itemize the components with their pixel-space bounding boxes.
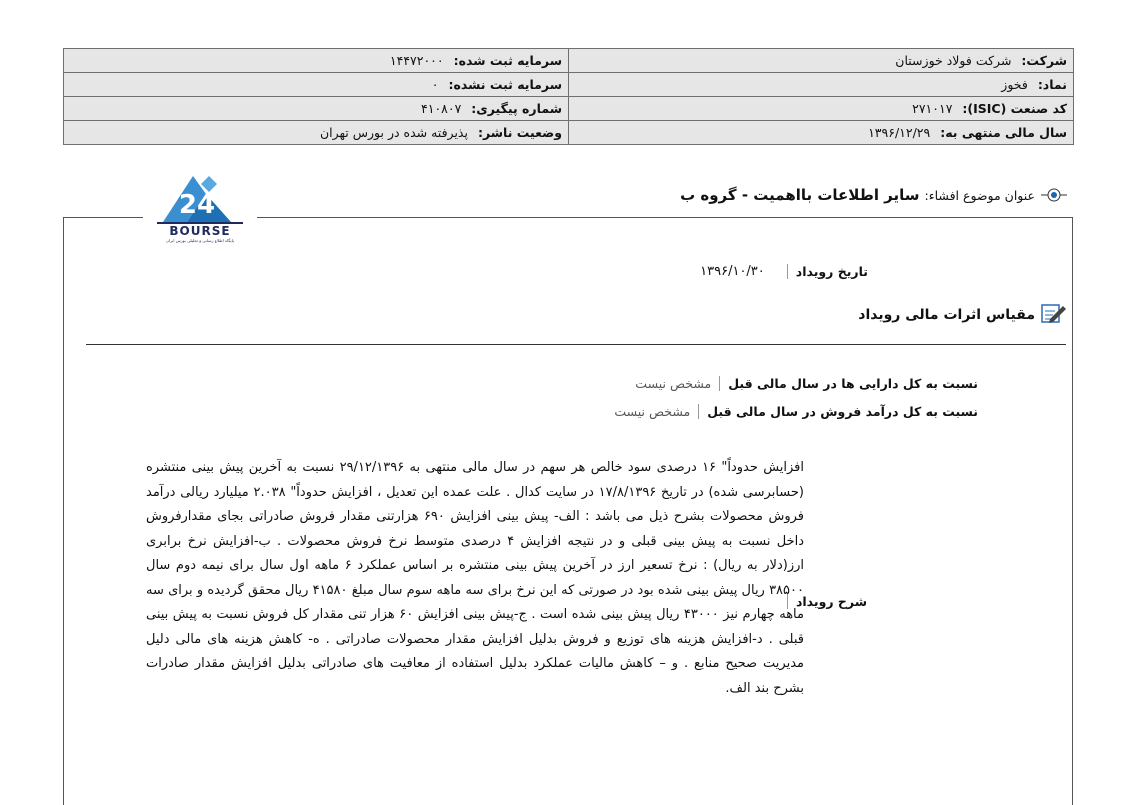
- symbol-label: نماد:: [1037, 77, 1067, 92]
- company-value: شرکت فولاد خوزستان: [895, 53, 1012, 68]
- edit-note-icon: [1041, 302, 1067, 328]
- company-label: شرکت:: [1021, 53, 1067, 68]
- tracking-label: شماره پیگیری:: [471, 101, 562, 116]
- svg-text:24: 24: [178, 190, 216, 220]
- event-description-label: شرح رویداد: [787, 594, 867, 609]
- fiscal-year-value: ۱۳۹۶/۱۲/۲۹: [868, 125, 931, 140]
- financial-effects-title: [858, 302, 1067, 328]
- ratio-revenue-row: [614, 404, 978, 419]
- isic-label: کد صنعت (ISIC):: [962, 101, 1067, 116]
- topic-label: عنوان موضوع افشاء:: [924, 187, 1035, 203]
- symbol-cell: [569, 73, 1074, 97]
- event-date-label: تاریخ رویداد: [787, 264, 868, 279]
- unregistered-capital-value: ۰: [431, 77, 439, 92]
- event-description-text: افزایش حدوداً" ۱۶ درصدی سود خالص هر سهم در سال مالی منتهی به ۲۹/۱۲/۱۳۹۶ نسبت به آخرین پیش بینی منتشره (حسابرسی شده) در تاریخ ۱۷/۸/۱۳۹۶ در سایت کدال . علت عمده این تعدیل ، افزایش حدوداً" ۲.۰۳۸ میلیارد ریالی درآمد فروش محصولات بشرح ذیل می باشد : الف- پیش بینی افزایش ۶۹۰ هزارتنی مقدار فروش صادراتی بجای مقدارفروش داخل نسبت به پیش بینی قبلی و در نتیجه افزایش ۴ درصدی متوسط نرخ فروش محصولات . ب-افزایش نرخ برابری ارز(دلار به ریال) : نرخ تسعیر ارز در آخرین پیش بینی منتشره بر اساس عملکرد ۶ ماهه اول سال برای نیمه دوم سال ۳۸۵۰۰ ریال پیش بینی شده بود در صورتی که این نرخ برای سه ماهه سوم سال مبلغ ۴۱۵۸۰ ریال محقق گردیده و برای سه ماهه چهارم نیز ۴۳۰۰۰ ریال پیش بینی شده است . ج-پیش بینی افزایش ۶۰ هزار تنی مقدار کل فروش نسبت به پیش بینی قبلی . د-افزایش هزینه های توزیع و فروش بدلیل افزایش مقدار محصولات صادراتی . ه- کاهش هزینه های مالی دلیل مدیریت صحیح منابع . و – کاهش مالیات عملکرد بدلیل استفاده از معافیت های صادراتی بدلیل افزایش مقدار صادرات بشرح بند الف.: [146, 460, 805, 696]
- unregistered-capital-cell: [64, 73, 569, 97]
- registered-capital-cell: [64, 49, 569, 73]
- tracking-value: ۴۱۰۸۰۷: [421, 101, 462, 116]
- topic-value: سایر اطلاعات بااهمیت - گروه ب: [680, 186, 920, 204]
- section-title-text: مقیاس اثرات مالی رویداد: [858, 307, 1035, 323]
- ratio-revenue-label: نسبت به کل درآمد فروش در سال مالی قبل: [698, 404, 978, 419]
- info-row: [64, 49, 1074, 73]
- info-row: [64, 121, 1074, 145]
- tracking-cell: [64, 97, 569, 121]
- disclosure-topic: [680, 186, 1067, 204]
- unregistered-capital-label: سرمایه ثبت نشده:: [448, 77, 562, 92]
- bourse-logo: [143, 162, 257, 250]
- fiscal-year-cell: [569, 121, 1074, 145]
- publisher-status-label: وضعیت ناشر:: [477, 125, 562, 140]
- info-row: [64, 97, 1074, 121]
- divider: [86, 344, 1066, 345]
- ratio-assets-label: نسبت به کل دارایی ها در سال مالی قبل: [719, 376, 978, 391]
- info-row: [64, 73, 1074, 97]
- bourse-logo-icon: [143, 162, 257, 250]
- ratio-assets-value: مشخص نیست: [635, 376, 712, 391]
- publisher-status-cell: [64, 121, 569, 145]
- fiscal-year-label: سال مالی منتهی به:: [940, 125, 1067, 140]
- ratio-assets-row: [635, 376, 978, 391]
- ratio-revenue-value: مشخص نیست: [614, 404, 691, 419]
- isic-cell: [569, 97, 1074, 121]
- event-date-row: [700, 264, 868, 279]
- symbol-value: فخوز: [1001, 77, 1028, 92]
- registered-capital-value: ۱۴۴۷۲۰۰۰: [389, 53, 444, 68]
- isic-value: ۲۷۱۰۱۷: [912, 101, 953, 116]
- event-date-value: ۱۳۹۶/۱۰/۳۰: [700, 264, 765, 279]
- company-cell: [569, 49, 1074, 73]
- logo-text: BOURSE: [169, 224, 231, 238]
- publisher-status-value: پذیرفته شده در بورس تهران: [320, 125, 468, 140]
- logo-subtitle: پایگاه اطلاع رسانی و تحلیلی بورس ایران: [166, 238, 234, 243]
- registered-capital-label: سرمایه ثبت شده:: [453, 53, 562, 68]
- company-info-table: [63, 48, 1074, 145]
- target-icon: [1041, 188, 1067, 202]
